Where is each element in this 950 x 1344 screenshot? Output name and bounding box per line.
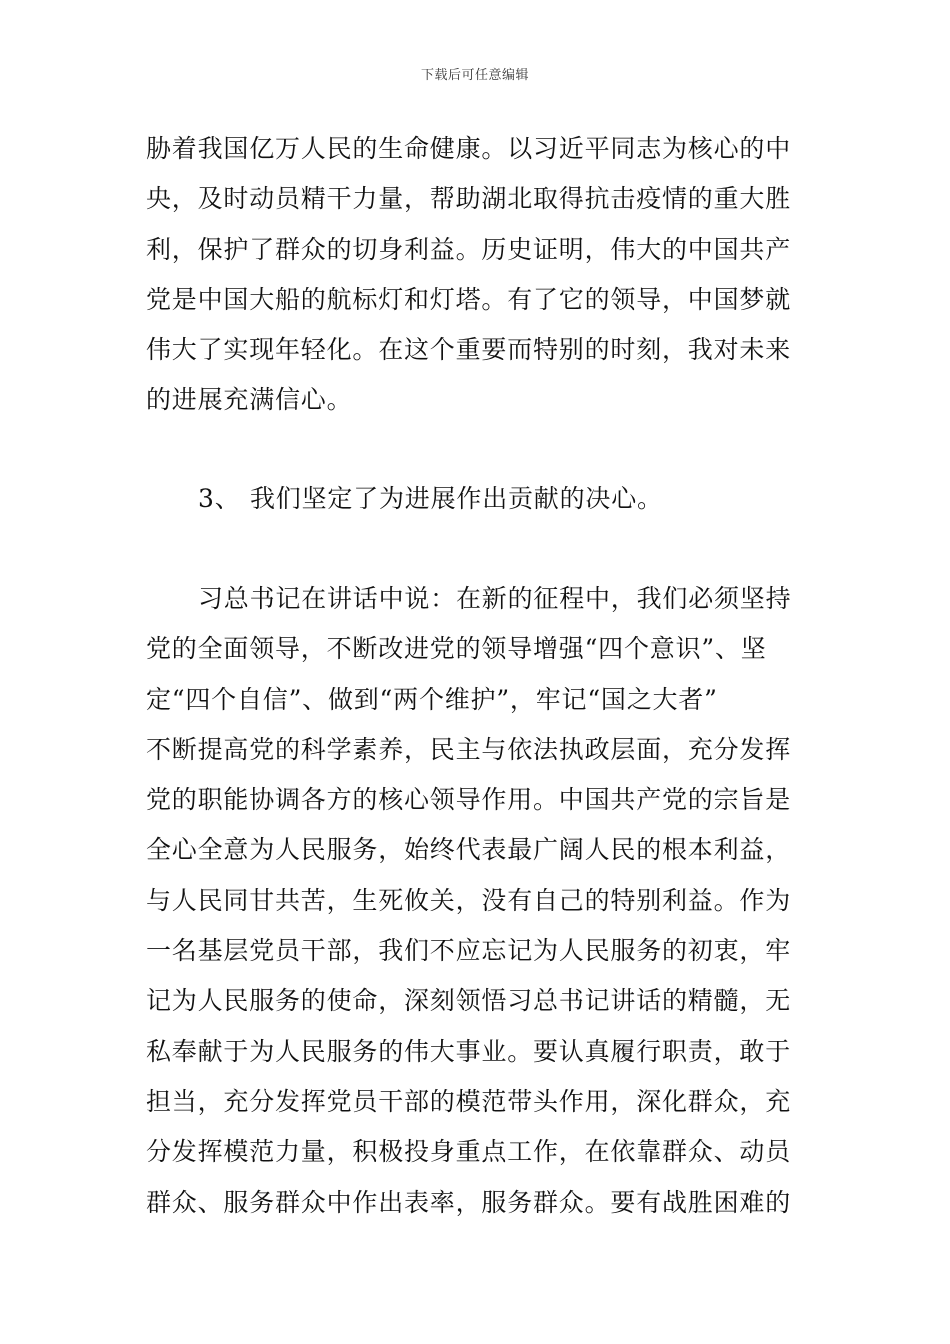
page-header: 下载后可任意编辑 — [420, 68, 529, 83]
section-heading-line — [146, 474, 806, 524]
text-line: 担当，充分发挥党员干部的模范带头作用，深化群众，充 — [146, 1086, 792, 1116]
text-line: 定“四个自信”、做到“两个维护”，牢记“国之大者” — [146, 684, 718, 714]
text-line: 全心全意为人民服务，始终代表最广阔人民的根本利益， — [146, 835, 792, 865]
text-line: 群众、服务群众中作出表率，服务群众。要有战胜困难的 — [146, 1187, 792, 1217]
section-title: 我们坚定了为进展作出贡献的决心。 — [250, 484, 663, 513]
text-line: 党是中国大船的航标灯和灯塔。有了它的领导，中国梦就 — [146, 284, 792, 314]
text-line: 不断提高党的科学素养，民主与依法执政层面，充分发挥 — [146, 734, 792, 764]
text-line: 分发挥模范力量，积极投身重点工作，在依靠群众、动员 — [146, 1137, 792, 1167]
text-line: 记为人民服务的使命，深刻领悟习总书记讲话的精髓，无 — [146, 986, 792, 1016]
text-line: 一名基层党员干部，我们不应忘记为人民服务的初衷，牢 — [146, 936, 792, 966]
text-line: 伟大了实现年轻化。在这个重要而特别的时刻，我对未来 — [146, 335, 792, 365]
paragraph-continued — [146, 124, 806, 426]
text-line: 私奉献于为人民服务的伟大事业。要认真履行职责，敢于 — [146, 1036, 792, 1066]
text-line: 党的职能协调各方的核心领导作用。中国共产党的宗旨是 — [146, 785, 792, 815]
text-line: 利，保护了群众的切身利益。历史证明，伟大的中国共产 — [146, 234, 792, 264]
text-line: 胁着我国亿万人民的生命健康。以习近平同志为核心的中 — [146, 134, 792, 163]
text-line: 习总书记在讲话中说：在新的征程中，我们必须坚持 — [198, 584, 792, 613]
section-number: 3、 — [198, 484, 241, 513]
text-line: 央，及时动员精干力量，帮助湖北取得抗击疫情的重大胜 — [146, 184, 792, 214]
text-line: 的进展充满信心。 — [146, 385, 353, 415]
text-line: 党的全面领导，不断改进党的领导增强“四个意识”、坚 — [146, 634, 767, 664]
paragraph-main — [146, 574, 806, 1228]
section-heading — [146, 474, 806, 524]
text-line: 与人民同甘共苦，生死攸关，没有自己的特别利益。作为 — [146, 885, 792, 915]
